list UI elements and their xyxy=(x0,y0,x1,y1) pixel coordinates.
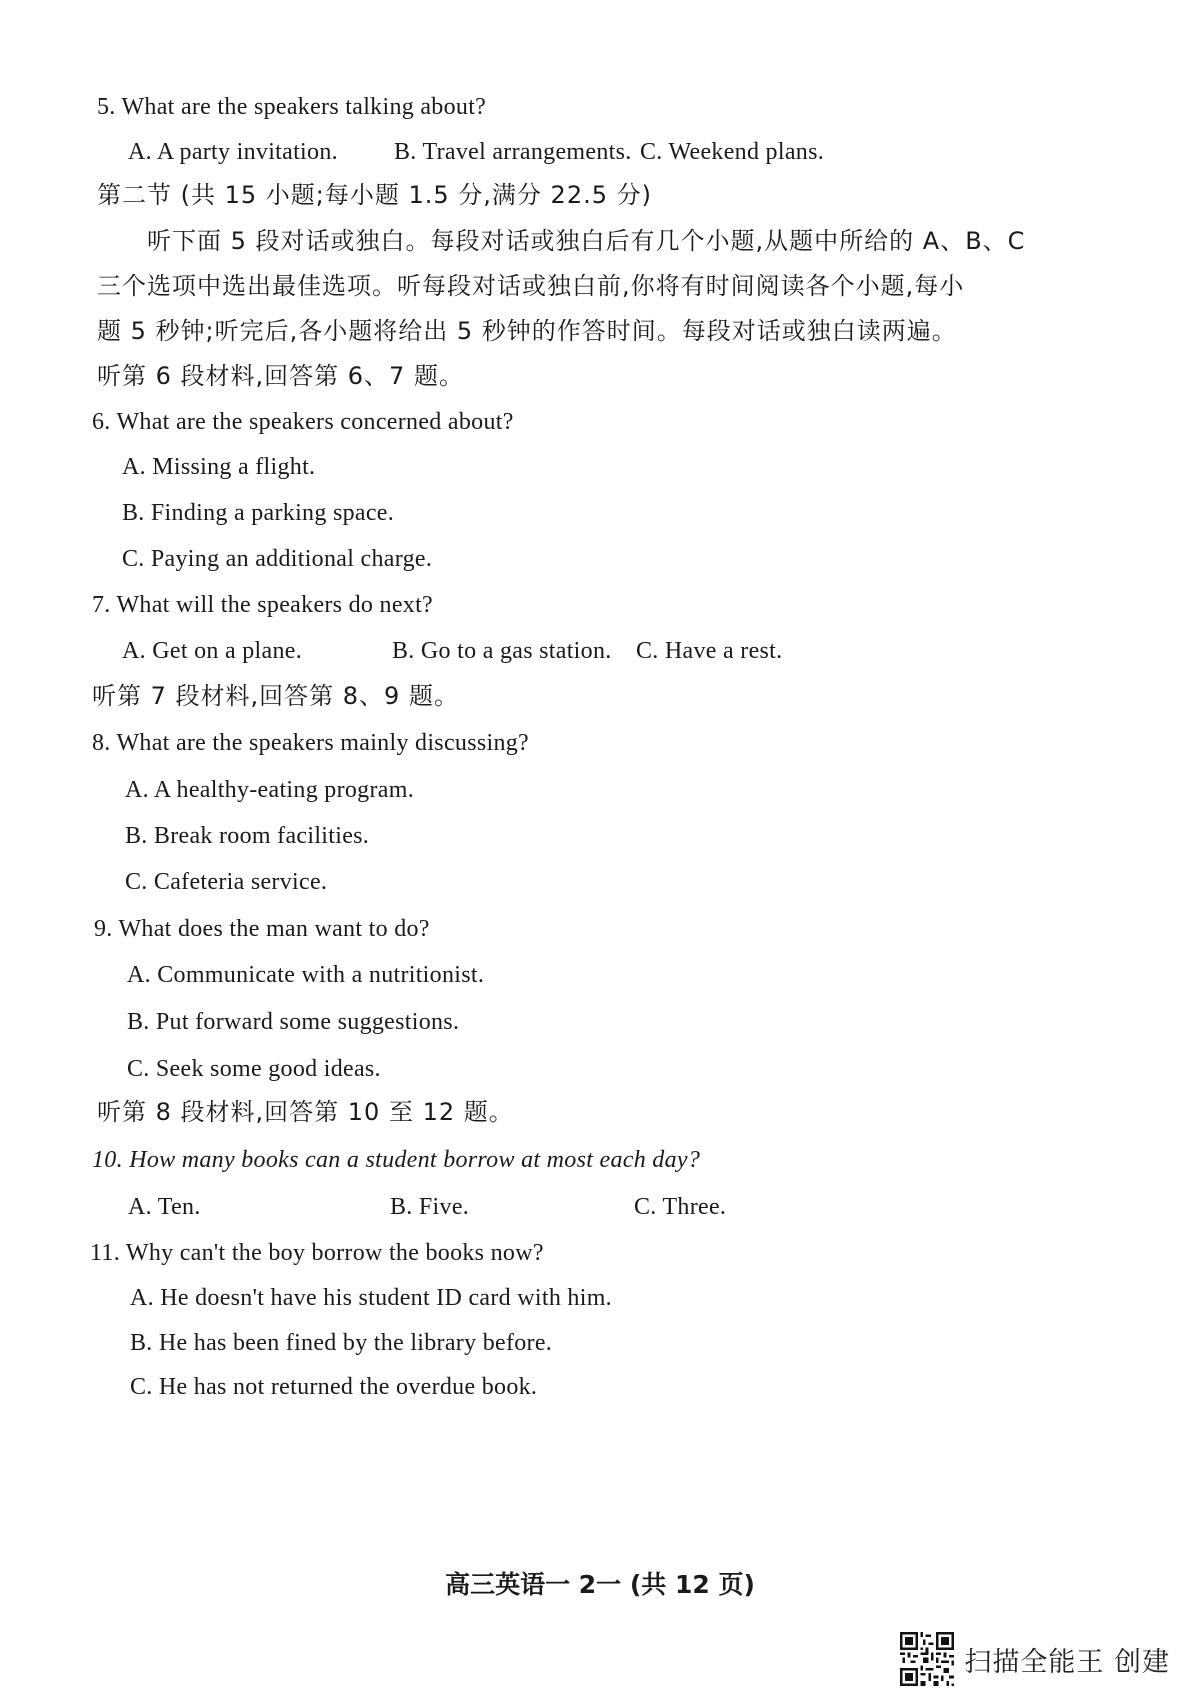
page-footer-label: 高三英语一 2一 (共 12 页) xyxy=(445,1570,755,1599)
material7-header: 听第 7 段材料,回答第 8、9 题。 xyxy=(92,682,459,710)
q7-option-b: B. Go to a gas station. xyxy=(392,638,612,664)
q10-option-a: A. Ten. xyxy=(128,1194,201,1220)
q10-option-c: C. Three. xyxy=(634,1194,727,1220)
q5-options xyxy=(128,137,824,167)
q9-stem: 9. What does the man want to do? xyxy=(94,916,430,942)
material6-header: 听第 6 段材料,回答第 6、7 题。 xyxy=(97,362,464,390)
q5-stem: 5. What are the speakers talking about? xyxy=(97,94,487,120)
q6-option-b: B. Finding a parking space. xyxy=(122,500,395,526)
q7-options xyxy=(122,636,782,666)
section2-heading: 第二节 (共 15 小题;每小题 1.5 分,满分 22.5 分) xyxy=(97,181,652,209)
q8-stem: 8. What are the speakers mainly discussing? xyxy=(92,730,530,756)
q11-option-c: C. He has not returned the overdue book. xyxy=(130,1374,538,1400)
watermark-text: 扫描全能王 创建 xyxy=(964,1646,1170,1678)
q11-option-b: B. He has been fined by the library before. xyxy=(130,1330,553,1356)
q9-option-b: B. Put forward some suggestions. xyxy=(127,1009,460,1035)
q5-option-b: B. Travel arrangements. xyxy=(394,139,632,165)
q6-stem: 6. What are the speakers concerned about? xyxy=(92,409,514,435)
material8-header: 听第 8 段材料,回答第 10 至 12 题。 xyxy=(97,1098,514,1126)
section2-instructions-line1: 听下面 5 段对话或独白。每段对话或独白后有几个小题,从题中所给的 A、B、C xyxy=(147,227,1026,255)
q9-option-c: C. Seek some good ideas. xyxy=(127,1056,381,1082)
section2-instructions-line3: 题 5 秒钟;听完后,各小题将给出 5 秒钟的作答时间。每段对话或独白读两遍。 xyxy=(97,317,957,345)
q7-stem: 7. What will the speakers do next? xyxy=(92,592,433,618)
q7-option-c: C. Have a rest. xyxy=(636,638,783,664)
section2-instructions-line2: 三个选项中选出最佳选项。听每段对话或独白前,你将有时间阅读各个小题,每小 xyxy=(97,272,965,300)
q8-option-a: A. A healthy-eating program. xyxy=(125,777,414,803)
q5-option-a: A. A party invitation. xyxy=(128,139,338,165)
q6-option-a: A. Missing a flight. xyxy=(122,454,316,480)
q8-option-c: C. Cafeteria service. xyxy=(125,869,328,895)
q11-option-a: A. He doesn't have his student ID card with him. xyxy=(130,1285,612,1311)
q8-option-b: B. Break room facilities. xyxy=(125,823,370,849)
scanner-watermark xyxy=(900,1632,1170,1686)
q10-option-b: B. Five. xyxy=(390,1194,470,1220)
q6-option-c: C. Paying an additional charge. xyxy=(122,546,433,572)
q11-stem: 11. Why can't the boy borrow the books now? xyxy=(90,1240,544,1266)
q10-options xyxy=(128,1192,726,1222)
qr-code-icon xyxy=(900,1632,954,1686)
q9-option-a: A. Communicate with a nutritionist. xyxy=(127,962,485,988)
q10-stem: 10. How many books can a student borrow at most each day? xyxy=(92,1147,701,1173)
q5-option-c: C. Weekend plans. xyxy=(640,139,825,165)
q7-option-a: A. Get on a plane. xyxy=(122,638,303,664)
